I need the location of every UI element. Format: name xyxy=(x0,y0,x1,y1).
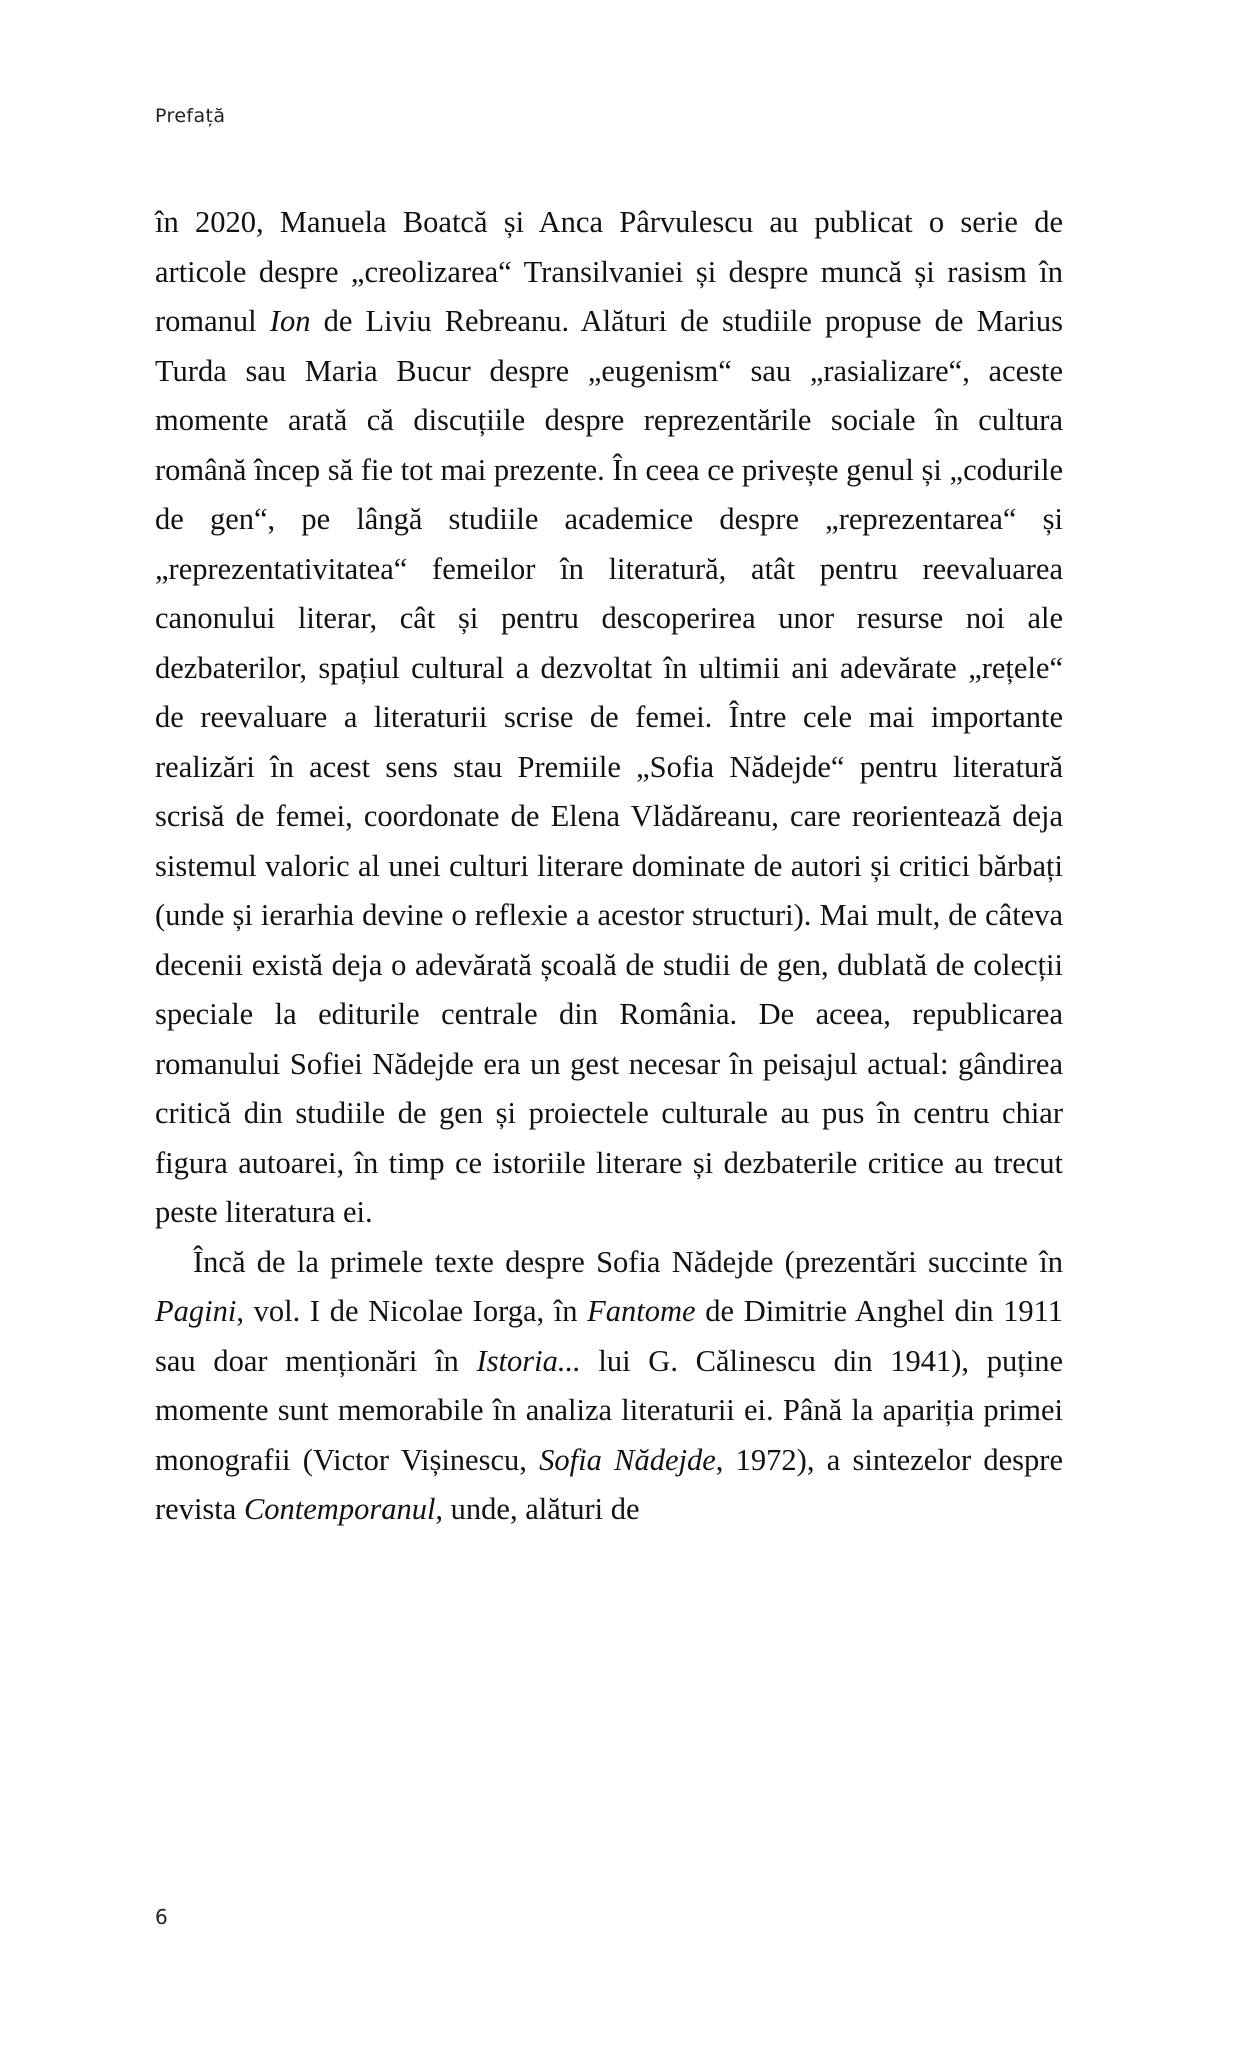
text-run: lui G. Călinescu din 1941), puține momente sunt memorabile în analiza literaturii ei. Până la apariția primei monografii (Victor Vișinescu, xyxy=(155,1343,1063,1477)
text-run: Încă de la primele texte despre Sofia Nădejde (prezentări succinte în xyxy=(193,1244,1063,1279)
text-run: de Liviu Rebreanu. Alături de studiile propuse de Marius Turda sau Maria Bucur despre „eugenism“ sau „rasializare“, aceste momente arată că discuțiile despre reprezentările sociale în cultura română încep să fie tot mai prezente. În ceea ce privește genul și „codurile de gen“, pe lângă studiile academice despre „reprezentarea“ și „reprezentativitatea“ femeilor în literatură, atât pentru reevaluarea canonului literar, cât și pentru descoperirea unor resurse noi ale dezbaterilor, spațiul cultural a dezvoltat în ultimii ani adevărate „rețele“ de reevaluare a literaturii scrise de femei. Între cele mai importante realizări în acest sens stau Premiile „Sofia Nădejde“ pentru literatură scrisă de femei, coordonate de Elena Vlădăreanu, care reorientează deja sistemul valoric al unei culturi literare dominate de autori și critici bărbați (unde și ierarhia devine o reflexie a acestor structuri). Mai mult, de câteva decenii există deja o adevărată școală de studii de gen, dublată de colecții speciale la editurile centrale din România. De aceea, republicarea romanului Sofiei Nădejde era un gest necesar în peisajul actual: gândirea critică din studiile de gen și proiectele culturale au pus în centru chiar figura autoarei, în timp ce istoriile literare și dezbaterile critice au trecut peste literatura ei. xyxy=(155,304,1063,1229)
text-run: , 1972), a sintezelor despre revista xyxy=(155,1442,1063,1526)
text-run: , vol. I de Nicolae Iorga, în xyxy=(236,1294,588,1328)
page-number: 6 xyxy=(155,1905,168,1929)
paragraph xyxy=(155,1238,1063,1535)
running-head: Prefață xyxy=(155,105,226,127)
text-run: , unde, alături de xyxy=(435,1492,640,1526)
italic-run: Sofia Nădejde xyxy=(539,1442,716,1477)
paragraph xyxy=(155,198,1063,1238)
body-text xyxy=(155,198,1063,1535)
italic-run: Istoria... xyxy=(476,1343,581,1378)
text-run: de Dimitrie Anghel din 1911 sau doar menționări în xyxy=(155,1294,1064,1378)
italic-run: Fantome xyxy=(587,1294,696,1328)
italic-run: Contemporanul xyxy=(243,1492,436,1526)
italic-run: Pagini xyxy=(155,1294,237,1328)
text-run: în 2020, Manuela Boatcă și Anca Pârvulescu au publicat o serie de articole despre „creolizarea“ Transilvaniei și despre muncă și rasism în romanul xyxy=(155,205,1063,338)
italic-run: Ion xyxy=(269,304,311,338)
